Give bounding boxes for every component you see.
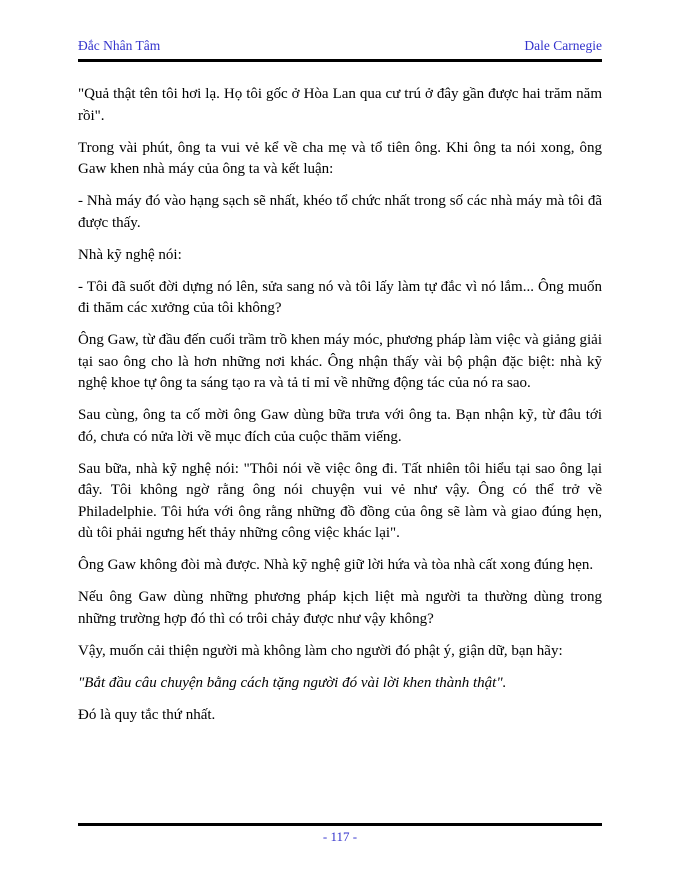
paragraph: Trong vài phút, ông ta vui vẻ kể về cha mẹ và tổ tiên ông. Khi ông ta nói xong, ông Gaw khen nhà máy của ông ta và kết luận: <box>78 139 602 177</box>
page-footer <box>78 823 602 846</box>
paragraph: "Quả thật tên tôi hơi lạ. Họ tôi gốc ở Hòa Lan qua cư trú ở đây gần được hai trăm năm rồi". <box>78 86 602 124</box>
header-book-title: Đắc Nhân Tâm <box>78 38 161 53</box>
paragraph: - Tôi đã suốt đời dựng nó lên, sửa sang nó và tôi lấy làm tự đắc vì nó lắm... Ông muốn đi thăm các xưởng của tôi không? <box>78 278 602 316</box>
paragraph: - Nhà máy đó vào hạng sạch sẽ nhất, khéo tổ chức nhất trong số các nhà máy mà tôi đã được thấy. <box>78 193 602 231</box>
paragraph: Nếu ông Gaw dùng những phương pháp kịch liệt mà người ta thường dùng trong những trường hợp đó thì có trôi chảy được như vậy không? <box>78 589 602 627</box>
paragraph: Ông Gaw, từ đầu đến cuối trầm trồ khen máy móc, phương pháp làm việc và giảng giải tại sao ông cho là hơn những nơi khác. Ông nhận thấy vài bộ phận đặc biệt: nhà kỹ nghệ khoe tự ông ta sáng tạo ra và tả tỉ mỉ về những động tác của nó ra sao. <box>78 332 602 391</box>
paragraph: Sau cùng, ông ta cố mời ông Gaw dùng bữa trưa với ông ta. Bạn nhận kỹ, từ đâu tới đó, chưa có nửa lời về mục đích của cuộc thăm viếng. <box>78 407 602 445</box>
paragraph: Nhà kỹ nghệ nói: <box>78 246 182 263</box>
page-number: - 117 - <box>322 829 358 844</box>
page-header <box>78 38 602 62</box>
header-author: Dale Carnegie <box>524 38 602 53</box>
paragraph: Sau bữa, nhà kỹ nghệ nói: "Thôi nói về việc ông đi. Tất nhiên tôi hiểu tại sao ông lại đây. Tôi không ngờ rằng ông nói chuyện vui vẻ như vậy. Ông có thể trở về Philadelphie. Tôi hứa với ông rằng những đồ đồng của ông sẽ làm và giao đúng hẹn, dù tôi phải ngưng hết thảy những công việc khác lại". <box>78 460 602 541</box>
paragraph: "Bắt đầu câu chuyện bằng cách tặng người đó vài lời khen thành thật". <box>78 674 507 691</box>
paragraph: Đó là quy tắc thứ nhất. <box>78 706 216 723</box>
paragraph: Ông Gaw không đòi mà được. Nhà kỹ nghệ giữ lời hứa và tòa nhà cất xong đúng hẹn. <box>78 557 594 573</box>
paragraph: Vậy, muốn cải thiện người mà không làm cho người đó phật ý, giận dữ, bạn hãy: <box>78 642 563 659</box>
page-body <box>78 62 602 726</box>
